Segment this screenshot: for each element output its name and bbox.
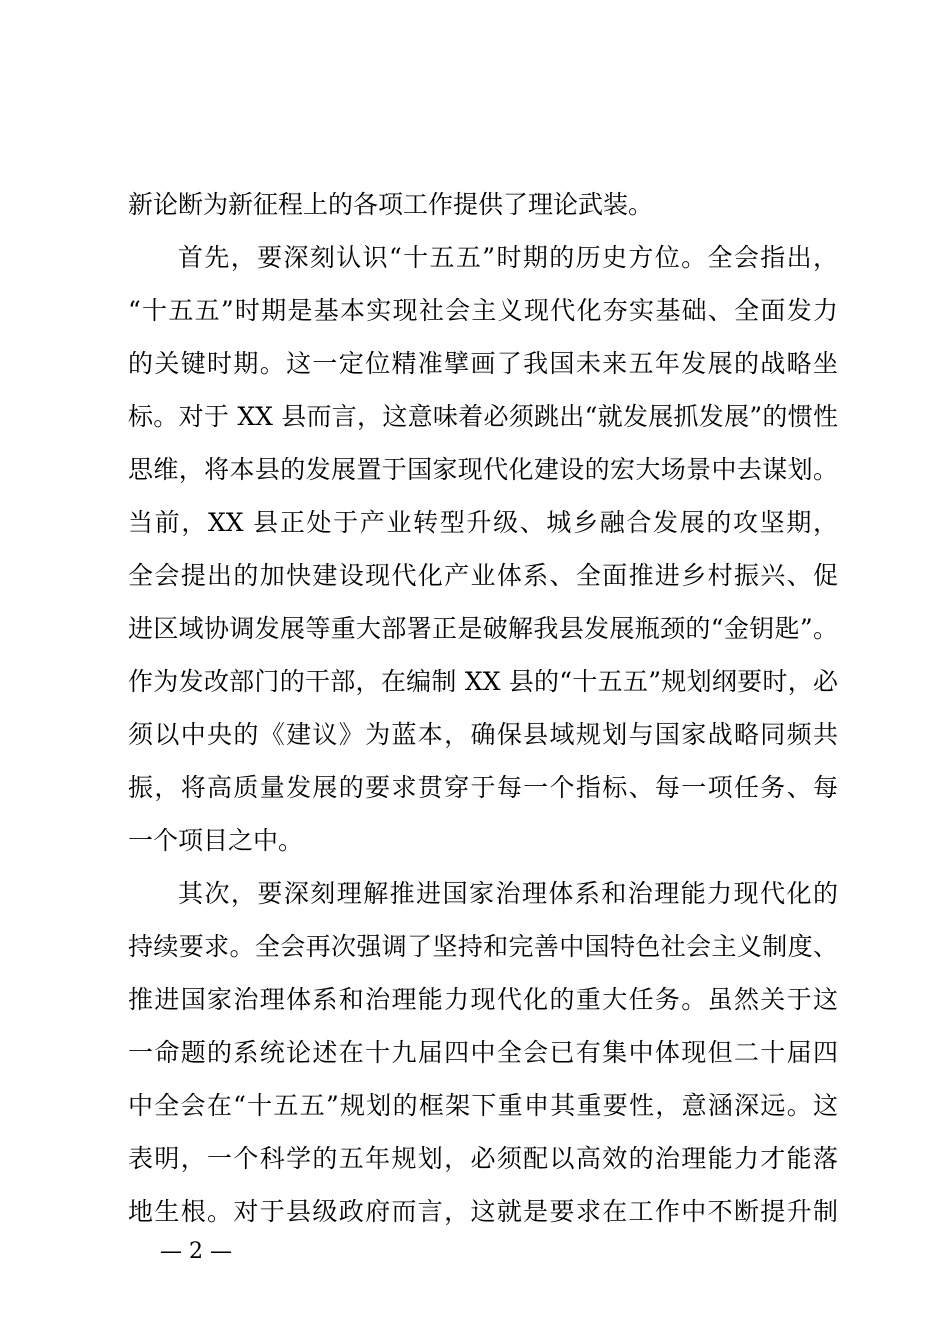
paragraph-first-line: 首先，要深刻认识“十五五”时期的历史方位。全会指出， <box>178 243 838 272</box>
text-line: 新论断为新征程上的各项工作提供了理论武装。 <box>128 190 654 219</box>
text-line: 当前，XX 县正处于产业转型升级、城乡融合发展的攻坚期， <box>128 508 838 537</box>
text-line: 进区域协调发展等重大部署正是破解我县发展瓶颈的“金钥匙”。 <box>128 614 838 643</box>
text-line: 中全会在“十五五”规划的框架下重申其重要性，意涵深远。这 <box>128 1091 838 1120</box>
text-line: 持续要求。全会再次强调了坚持和完善中国特色社会主义制度、 <box>128 932 838 961</box>
text-line: 一个项目之中。 <box>128 826 304 855</box>
text-line: 作为发改部门的干部，在编制 XX 县的“十五五”规划纲要时，必 <box>128 667 838 696</box>
text-line: 思维，将本县的发展置于国家现代化建设的宏大场景中去谋划。 <box>128 455 838 484</box>
text-line: 推进国家治理体系和治理能力现代化的重大任务。虽然关于这 <box>128 985 838 1014</box>
text-line: 的关键时期。这一定位精准擘画了我国未来五年发展的战略坐 <box>128 349 838 378</box>
text-line: 标。对于 XX 县而言，这意味着必须跳出“就发展抓发展”的惯性 <box>128 402 838 431</box>
page-number: — 2 — <box>160 1239 232 1264</box>
text-line: 表明，一个科学的五年规划，必须配以高效的治理能力才能落 <box>128 1144 838 1173</box>
text-line: 全会提出的加快建设现代化产业体系、全面推进乡村振兴、促 <box>128 561 838 590</box>
text-line: 地生根。对于县级政府而言，这就是要求在工作中不断提升制 <box>128 1197 838 1226</box>
text-line: 振，将高质量发展的要求贯穿于每一个指标、每一项任务、每 <box>128 773 838 802</box>
text-line: 须以中央的《建议》为蓝本，确保县域规划与国家战略同频共 <box>128 720 838 749</box>
body-text <box>128 178 838 1238</box>
text-line: “十五五”时期是基本实现社会主义现代化夯实基础、全面发力 <box>128 296 838 325</box>
paragraph-first-line: 其次，要深刻理解推进国家治理体系和治理能力现代化的 <box>178 879 838 908</box>
text-line: 一命题的系统论述在十九届四中全会已有集中体现但二十届四 <box>128 1038 838 1067</box>
